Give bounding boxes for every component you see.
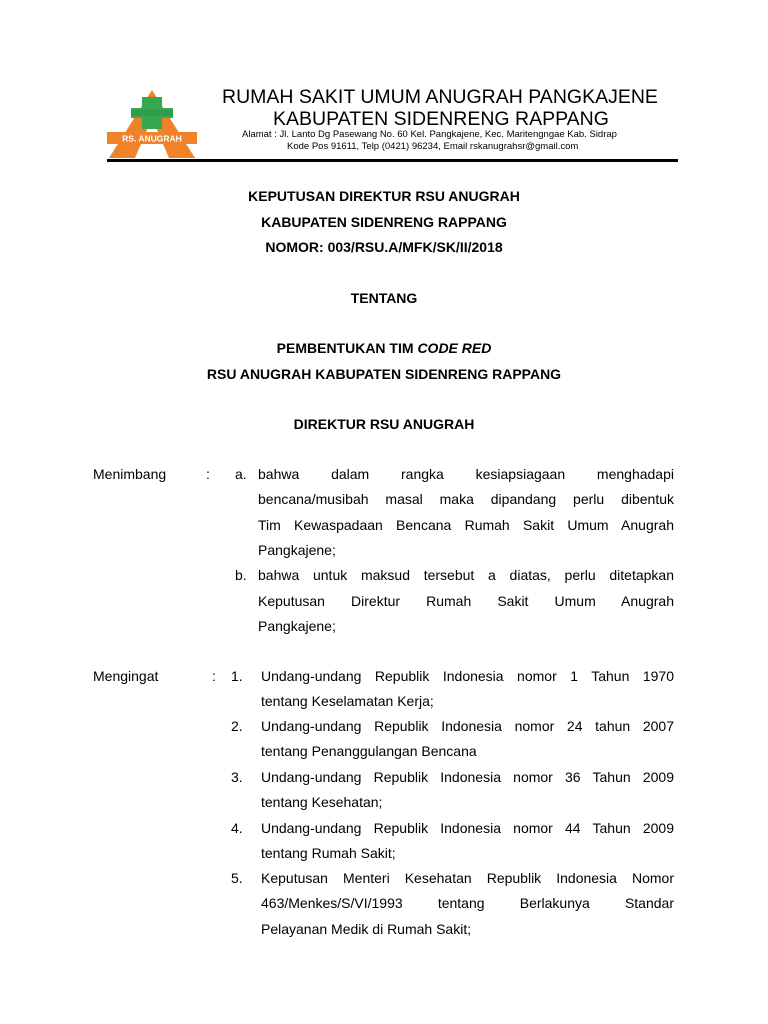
decree-title: KEPUTUSAN DIREKTUR RSU ANUGRAH [248, 188, 520, 204]
letterhead-divider [107, 159, 678, 162]
mengingat-marker-1: 1. [231, 668, 243, 684]
hospital-name: RUMAH SAKIT UMUM ANUGRAH PANGKAJENE [222, 86, 658, 108]
mengingat-marker-5: 5. [231, 870, 243, 886]
mengingat-1-line: tentang Keselamatan Kerja; [261, 693, 434, 709]
mengingat-colon: : [212, 668, 216, 684]
mengingat-1-line: Undang-undang Republik Indonesia nomor 1 Tahun 1970 [261, 668, 674, 684]
subject-prefix: PEMBENTUKAN TIM [276, 340, 418, 356]
mengingat-3-line: tentang Kesehatan; [261, 794, 383, 810]
menimbang-b-line: Keputusan Direktur Rumah Sakit Umum Anugrah [258, 593, 674, 609]
menimbang-marker-a: a. [235, 466, 247, 482]
mengingat-5-line: Pelayanan Medik di Rumah Sakit; [261, 921, 472, 937]
subject-code-red: CODE RED [417, 340, 492, 356]
menimbang-a-line: bencana/musibah masal maka dipandang perlu dibentuk [258, 491, 674, 507]
menimbang-colon: : [206, 466, 210, 482]
hospital-address: Alamat : Jl. Lanto Dg Pasewang No. 60 Kel. Pangkajene, Kec. Maritengngae Kab. Sidrap [242, 129, 617, 140]
hospital-contact: Kode Pos 91611, Telp (0421) 96234, Email rskanugrahsr@gmail.com [287, 141, 579, 152]
hospital-region: KABUPATEN SIDENRENG RAPPANG [273, 108, 609, 130]
mengingat-5-line: Keputusan Menteri Kesehatan Republik Indonesia Nomor [261, 870, 674, 886]
menimbang-a-line: Pangkajene; [258, 542, 336, 558]
mengingat-marker-3: 3. [231, 769, 243, 785]
mengingat-4-line: Undang-undang Republik Indonesia nomor 44 Tahun 2009 [261, 820, 674, 836]
mengingat-marker-2: 2. [231, 718, 243, 734]
decree-subject-hospital: RSU ANUGRAH KABUPATEN SIDENRENG RAPPANG [206, 366, 562, 382]
mengingat-4-line: tentang Rumah Sakit; [261, 845, 396, 861]
director-heading: DIREKTUR RSU ANUGRAH [293, 416, 475, 432]
mengingat-2-line: Undang-undang Republik Indonesia nomor 24 tahun 2007 [261, 718, 674, 734]
menimbang-a-line: Tim Kewaspadaan Bencana Rumah Sakit Umum Anugrah [258, 517, 674, 533]
logo-text: RS. ANUGRAH [122, 133, 182, 144]
menimbang-a-line: bahwa dalam rangka kesiapsiagaan menghadapi [258, 466, 674, 482]
mengingat-5-line: 463/Menkes/S/VI/1993 tentang Berlakunya Standar [261, 895, 674, 911]
menimbang-b-line: Pangkajene; [258, 618, 336, 634]
mengingat-marker-4: 4. [231, 820, 243, 836]
menimbang-marker-b: b. [235, 567, 247, 583]
hospital-logo [107, 88, 197, 160]
menimbang-b-line: bahwa untuk maksud tersebut a diatas, perlu ditetapkan [258, 567, 674, 583]
mengingat-2-line: tentang Penanggulangan Bencana [261, 743, 477, 759]
tentang-heading: TENTANG [350, 290, 418, 306]
decree-number: NOMOR: 003/RSU.A/MFK/SK/II/2018 [265, 239, 503, 255]
decree-subject [0, 340, 768, 356]
menimbang-label: Menimbang [93, 466, 167, 482]
decree-region: KABUPATEN SIDENRENG RAPPANG [261, 214, 507, 230]
mengingat-label: Mengingat [93, 668, 159, 684]
mengingat-3-line: Undang-undang Republik Indonesia nomor 36 Tahun 2009 [261, 769, 674, 785]
